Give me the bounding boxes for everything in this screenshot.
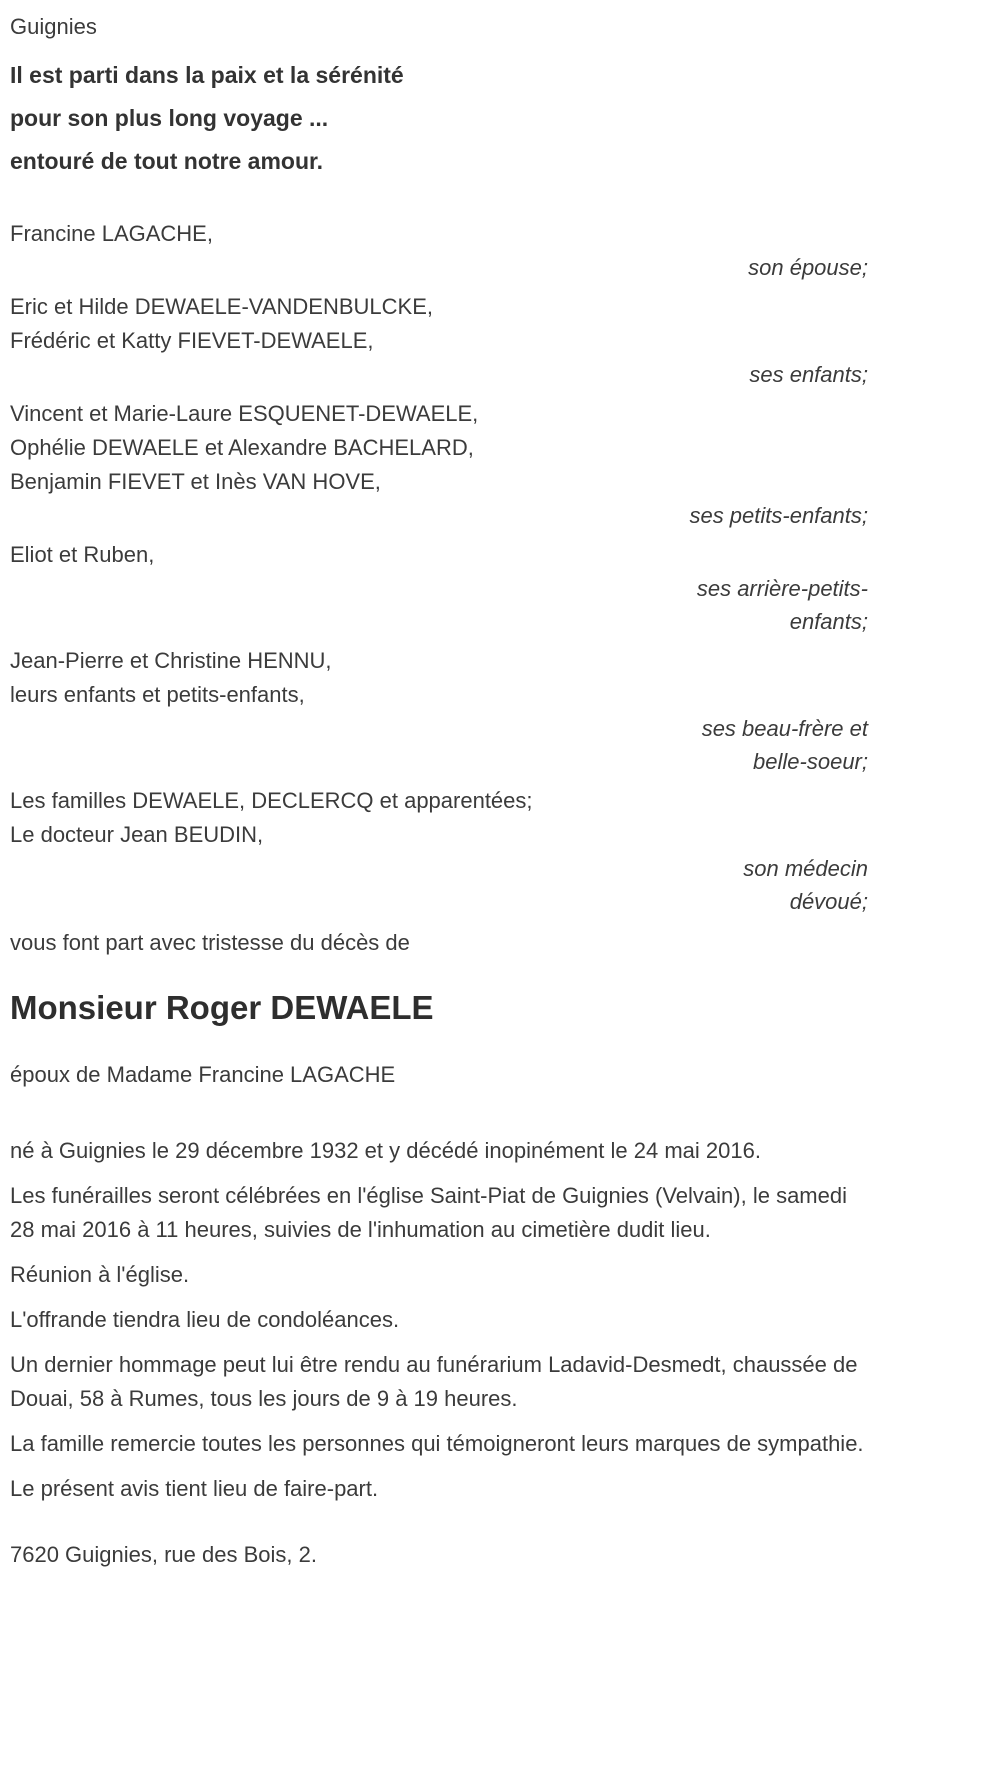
family-name-line: Benjamin FIEVET et Inès VAN HOVE,: [10, 469, 381, 494]
notice-paragraph-offering: L'offrande tiendra lieu de condoléances.: [10, 1307, 400, 1332]
intro-block: [10, 54, 868, 183]
relation-label: dévoué;: [789, 889, 868, 914]
announcement-line: vous font part avec tristesse du décès de: [10, 930, 410, 955]
spouse-line: époux de Madame Francine LAGACHE: [10, 1062, 396, 1087]
family-name-line: Vincent et Marie-Laure ESQUENET-DEWAELE,: [10, 401, 479, 426]
family-group-spouse: [10, 217, 868, 284]
family-group-grandchildren: [10, 397, 868, 532]
family-name-line: Eliot et Ruben,: [10, 542, 155, 567]
family-group-in-laws: [10, 644, 868, 778]
notice-paragraph-thanks: La famille remercie toutes les personnes qui témoigneront leurs marques de sympathie.: [10, 1431, 864, 1456]
family-name-line: leurs enfants et petits-enfants,: [10, 682, 305, 707]
relation-label: ses petits-enfants;: [689, 503, 868, 528]
location-line: Guignies: [10, 14, 97, 39]
relation-label: belle-soeur;: [753, 749, 868, 774]
family-name-line: Jean-Pierre et Christine HENNU,: [10, 648, 332, 673]
relation-label: son épouse;: [748, 255, 868, 280]
family-name-line: Le docteur Jean BEUDIN,: [10, 822, 264, 847]
family-name-line: Eric et Hilde DEWAELE-VANDENBULCKE,: [10, 294, 433, 319]
notice-paragraph-funeral: Les funérailles seront célébrées en l'église Saint-Piat de Guignies (Velvain), le samedi 28 mai 2016 à 11 heures, suivies de l'inhumation au cimetière dudit lieu.: [10, 1183, 847, 1242]
notice-paragraph-fairepart: Le présent avis tient lieu de faire-part.: [10, 1476, 379, 1501]
relation-label: ses enfants;: [749, 362, 868, 387]
intro-line: entouré de tout notre amour.: [10, 148, 324, 174]
address-line: 7620 Guignies, rue des Bois, 2.: [10, 1542, 317, 1567]
family-name-line: Ophélie DEWAELE et Alexandre BACHELARD,: [10, 435, 474, 460]
family-group-great-grandchildren: [10, 538, 868, 638]
family-group-families-doctor: [10, 784, 868, 918]
deceased-name-heading: Monsieur Roger DEWAELE: [10, 989, 434, 1026]
intro-line: Il est parti dans la paix et la sérénité: [10, 62, 404, 88]
relation-label: ses arrière-petits-: [696, 576, 868, 601]
family-group-children: [10, 290, 868, 391]
intro-line: pour son plus long voyage ...: [10, 105, 329, 131]
relation-label: son médecin: [743, 856, 868, 881]
notice-paragraph-funerarium: Un dernier hommage peut lui être rendu au funérarium Ladavid-Desmedt, chaussée de Douai, 58 à Rumes, tous les jours de 9 à 19 heures.: [10, 1352, 858, 1411]
notice-paragraph-birth-death: né à Guignies le 29 décembre 1932 et y décédé inopinément le 24 mai 2016.: [10, 1138, 761, 1163]
family-name-line: Frédéric et Katty FIEVET-DEWAELE,: [10, 328, 374, 353]
relation-label: enfants;: [789, 609, 868, 634]
family-name-line: Les familles DEWAELE, DECLERCQ et apparentées;: [10, 788, 533, 813]
family-name-line: Francine LAGACHE,: [10, 221, 213, 246]
relation-label: ses beau-frère et: [701, 716, 868, 741]
notice-paragraph-meeting: Réunion à l'église.: [10, 1262, 190, 1287]
